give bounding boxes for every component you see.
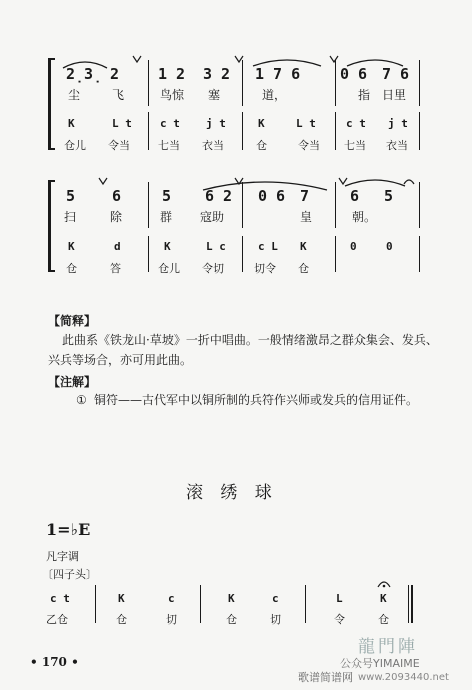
barline [242,112,243,150]
melody-note: 6 2 [205,187,233,205]
melody-note: 5 [384,187,394,205]
melody-note: 1 7 6 [255,65,301,83]
perc-symbol: j t [206,117,226,130]
perc-symbol: K [258,117,265,130]
barline [200,585,201,623]
lyric: 朝。 [352,210,377,224]
bracket-bottom [48,270,55,272]
slur-marks [55,172,425,202]
melody-note: 7 [300,187,310,205]
perc-syllable: 七当 [344,139,366,152]
perc-syllable: 令 [334,613,345,626]
lyric: 除 [110,210,123,224]
bracket-bottom [48,148,55,150]
barline-final [411,585,413,623]
lyric: 飞 [112,88,125,102]
lyric: 皇 [300,210,313,224]
lyric: 塞 [208,88,221,102]
barline [95,585,96,623]
perc-syllable: 仓 [256,139,267,152]
key-signature: 1=♭E [46,520,91,539]
melody-note: 0 6 [340,65,368,83]
perc-symbol: K [118,592,125,605]
perc-syllable: 仓儿 [158,262,180,275]
melody-note: 7 6 [382,65,410,83]
perc-symbol: K [68,117,75,130]
barline [419,236,420,272]
fermata-mark [376,576,392,590]
mode-label: 凡字调 [46,550,79,563]
perc-syllable: 令当 [108,139,130,152]
barline [148,112,149,150]
perc-syllable: 仓 [226,613,237,626]
system-bracket [48,180,51,272]
barline [305,585,306,623]
barline [419,112,420,150]
perc-symbol: c t [346,117,366,130]
perc-symbol: c t [50,592,70,605]
perc-syllable: 切 [270,613,281,626]
lyric: 群 [160,210,173,224]
perc-symbol: 0 [350,240,357,253]
perc-syllable: 仓 [298,262,309,275]
lyric: 道， [262,88,287,102]
melody-note: 2 [110,65,120,83]
perc-symbol: c [168,592,175,605]
lyric: 寇助 [200,210,225,224]
perc-symbol: K [380,592,387,605]
melody-note: 0 6 [258,187,286,205]
page-number: • 170 • [30,655,79,669]
barline [335,112,336,150]
lyric: 尘 [68,88,81,102]
perc-symbol: 0 [386,240,393,253]
perc-syllable: 乙仓 [46,613,68,626]
barline [408,585,409,623]
barline [242,236,243,272]
melody-note: 1 2 [158,65,186,83]
perc-symbol: K [68,240,75,253]
perc-syllable: 衣当 [202,139,224,152]
perc-syllable: 切令 [254,262,276,275]
bracket-top [48,180,55,182]
watermark-url: www.2093440.net [358,672,449,683]
perc-symbol: c t [160,117,180,130]
melody-note: 6 [350,187,360,205]
perc-syllable: 七当 [158,139,180,152]
perc-syllable: 仓 [378,613,389,626]
perc-symbol: K [300,240,307,253]
perc-symbol: K [164,240,171,253]
lyric: 日里 [382,88,407,102]
perc-symbol: L t [112,117,132,130]
perc-syllable: 令当 [298,139,320,152]
perc-syllable: 仓 [116,613,127,626]
annotation-marker: ① [76,393,87,407]
perc-syllable: 切 [166,613,177,626]
perc-symbol: L [336,592,343,605]
perc-syllable: 衣当 [386,139,408,152]
perc-symbol: K [228,592,235,605]
melody-note: 3 2 [203,65,231,83]
perc-symbol: c L [258,240,278,253]
lyric: 鸟惊 [160,88,185,102]
watermark-logo: 龍門陣 [358,637,418,657]
notes-body: 此曲系《铁龙山·草坡》一折中唱曲。一般情绪激昂之群众集会、发兵、兴兵等场合，亦可用此曲。 [48,333,438,367]
lyric: 指 [358,88,371,102]
perc-syllable: 令切 [202,262,224,275]
piece-title: 滚 绣 球 [186,483,278,503]
perc-symbol: d [114,240,121,253]
perc-symbol: c [272,592,279,605]
perc-symbol: L t [296,117,316,130]
melody-note: 5 [66,187,76,205]
watermark-publisher: 公众号YIMAIME [340,657,420,670]
system-bracket [48,58,51,150]
melody-note: 2̣3̣ [66,65,103,83]
annotation-heading: 【注解】 [48,375,97,389]
melody-note: 5 [162,187,172,205]
perc-symbol: j t [388,117,408,130]
perc-syllable: 答 [110,262,121,275]
annotation-text: 铜符——古代军中以铜所制的兵符作兴师或发兵的信用证件。 [94,393,419,407]
notes-heading: 【简释】 [48,314,97,328]
perc-syllable: 仓 [66,262,77,275]
perc-symbol: L c [206,240,226,253]
bracket-top [48,58,55,60]
perc-syllable: 仓儿 [64,139,86,152]
watermark-site: 歌谱简谱网 [298,671,353,684]
melody-note: 6 [112,187,122,205]
lyric: 扫 [64,210,77,224]
intro-label: 〔四子头〕 [42,568,97,581]
barline [148,236,149,272]
barline [335,236,336,272]
